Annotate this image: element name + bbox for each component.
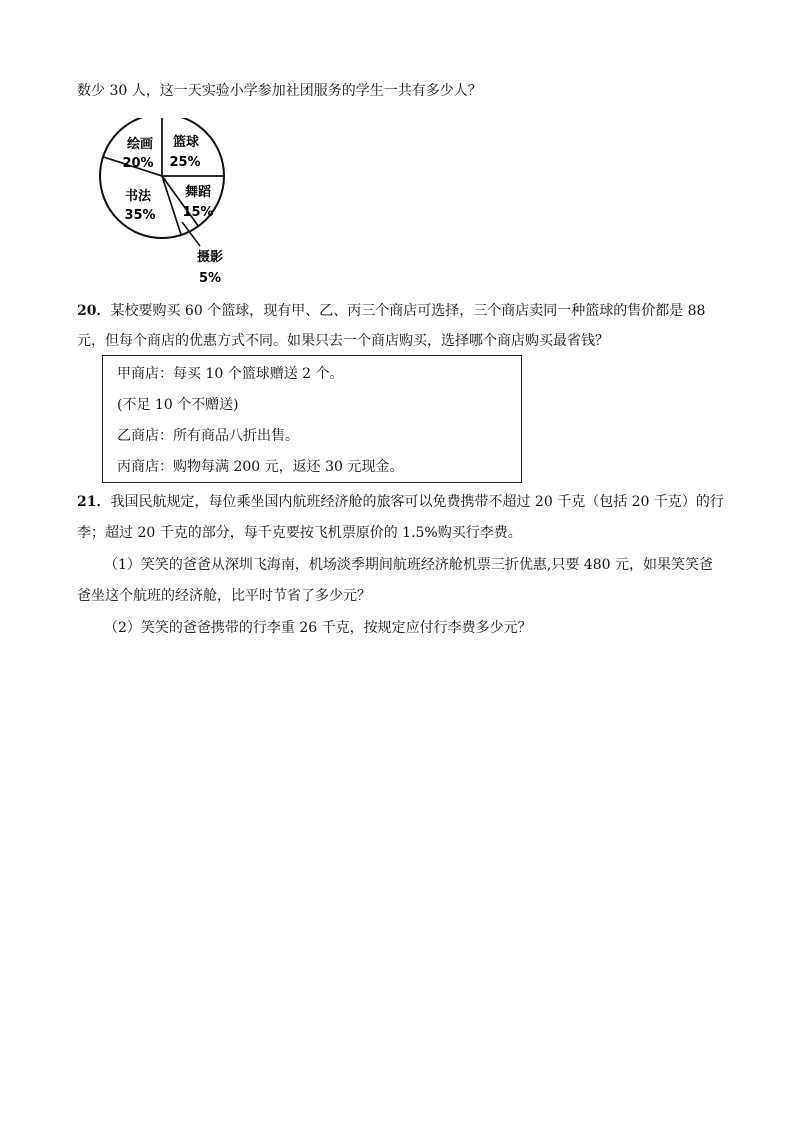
q20-text1: 某校要购买 60 个篮球，现有甲、乙、丙三个商店可选择，三个商店卖同一种篮球的售价都是 88 (110, 303, 706, 319)
pie-label-dance-pct: 15% (182, 205, 214, 220)
q21-sub1-line1: （1）笑笑的爸爸从深圳飞海南，机场淡季期间航班经济舱机票三折优惠,只要 480 元，如果笑笑爸 (104, 557, 713, 573)
q20-line2: 元，但每个商店的优惠方式不同。如果只去一个商店购买，选择哪个商店购买最省钱？ (77, 333, 609, 349)
pie-label-painting-pct: 20% (122, 156, 154, 171)
store-bing-offer: 丙商店：购物每满 200 元，返还 30 元现金。 (117, 459, 404, 475)
q21-sub2: （2）笑笑的爸爸携带的行李重 26 千克，按规定应付行李费多少元？ (104, 620, 532, 636)
pie-label-calligraphy-pct: 35% (124, 208, 156, 223)
q19-continuation: 数少 30 人，这一天实验小学参加社团服务的学生一共有多少人？ (77, 83, 482, 99)
pie-label-photography: 摄影 (196, 250, 224, 265)
q21-line2: 李；超过 20 千克的部分，每千克要按飞机票原价的 1.5%购买行李费。 (77, 525, 522, 541)
pie-label-basketball-pct: 25% (169, 155, 201, 170)
q21-number: 21． (77, 494, 111, 510)
store-jia-offer: 甲商店：每买 10 个篮球赠送 2 个。 (117, 366, 344, 382)
pie-label-basketball: 篮球 (172, 135, 200, 150)
store-yi-offer: 乙商店：所有商品八折出售。 (117, 428, 299, 444)
pie-label-calligraphy: 书法 (124, 189, 152, 204)
pie-label-dance: 舞蹈 (184, 185, 212, 200)
q21-text1: 我国民航规定，每位乘坐国内航班经济舱的旅客可以免费携带不超过 20 千克（包括 20 千克）的行 (110, 494, 724, 510)
q20-number: 20． (77, 303, 111, 319)
q21-sub1-line2: 爸坐这个航班的经济舱，比平时节省了多少元？ (77, 588, 371, 604)
pie-label-photography-pct: 5% (198, 271, 222, 286)
store-jia-note: (不足 10 个不赠送) (117, 397, 239, 413)
pie-label-painting: 绘画 (126, 137, 154, 152)
q21-line1 (77, 492, 724, 512)
store-offers-box (102, 355, 522, 483)
q20-line1 (77, 301, 705, 321)
pie-chart (90, 118, 290, 298)
